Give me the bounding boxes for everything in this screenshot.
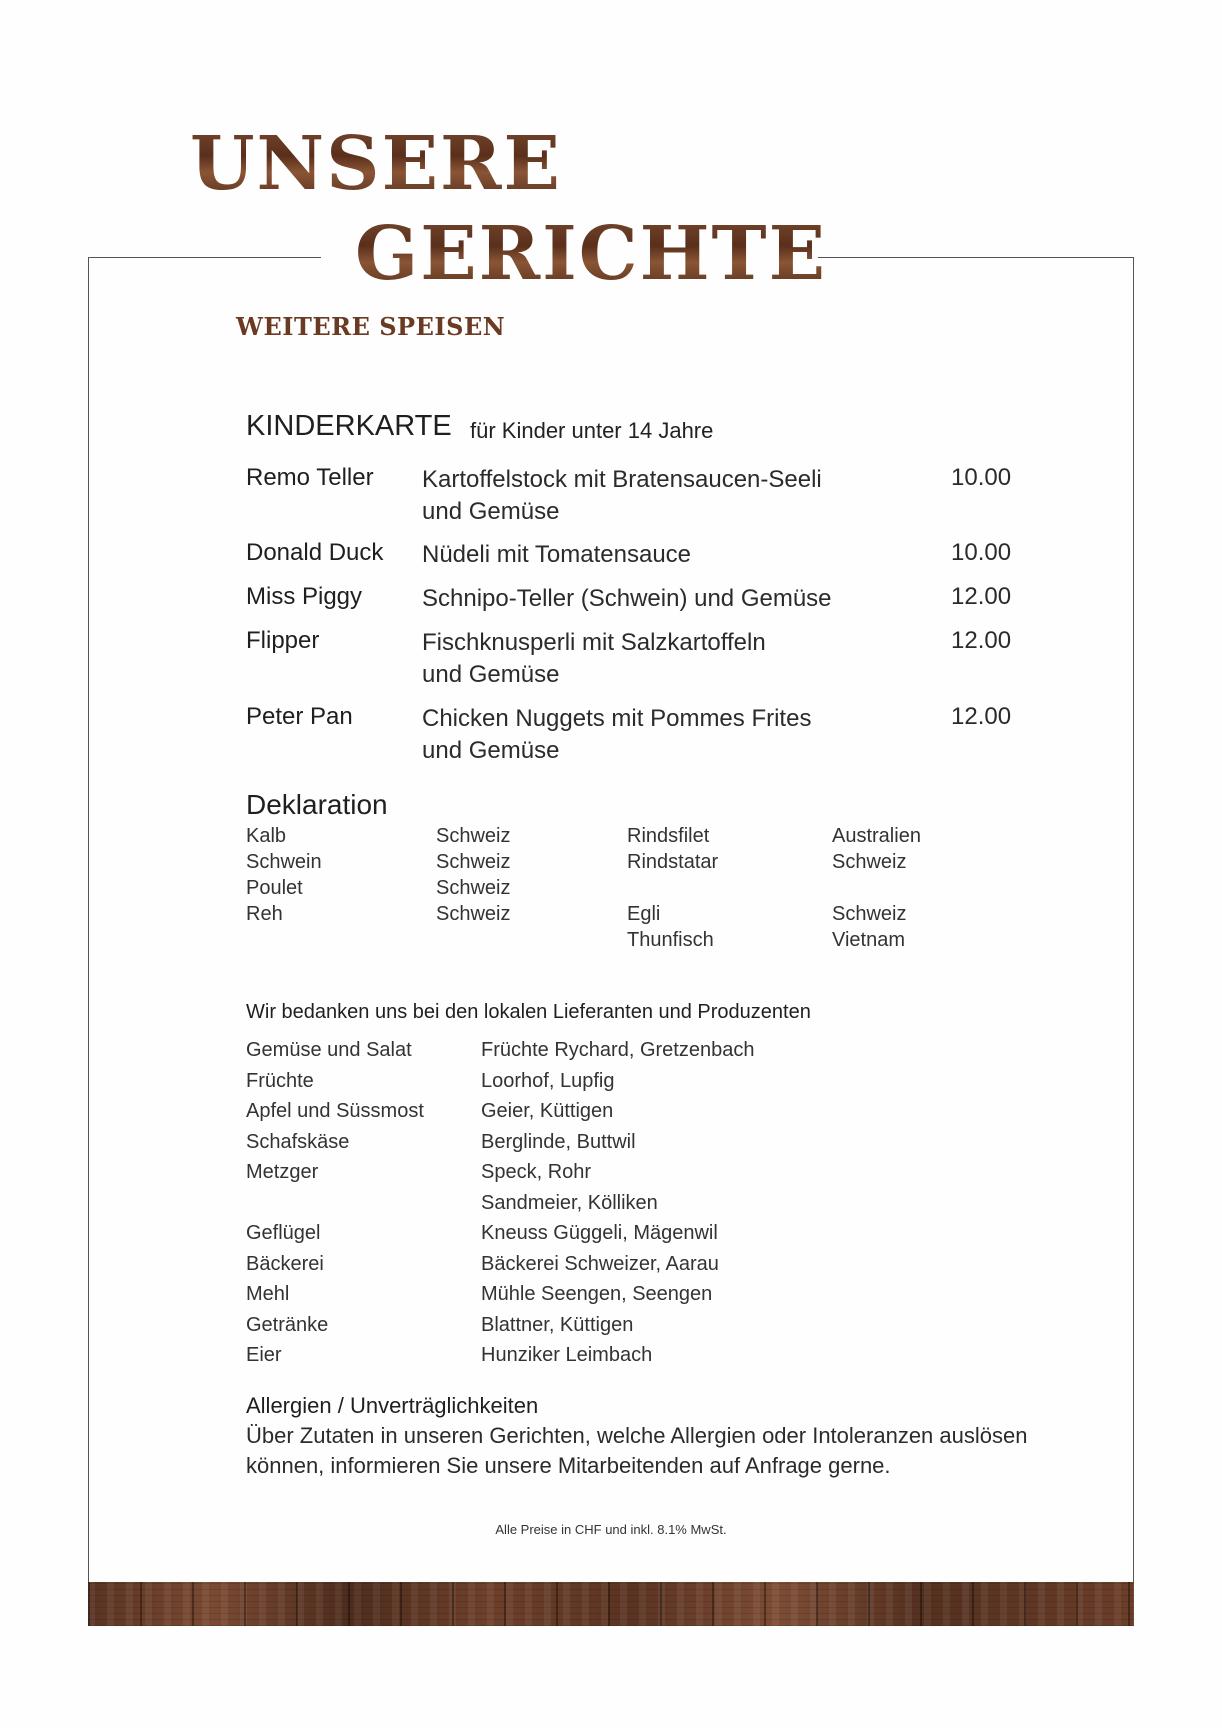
supplier-category: Bäckerei (246, 1253, 324, 1275)
supplier-name: Geier, Küttigen (481, 1100, 614, 1122)
dish-description-line: Chicken Nuggets mit Pommes Frites (422, 705, 812, 732)
deklaration-item: Reh (246, 903, 283, 925)
dish-name: Remo Teller (246, 464, 374, 491)
dish-name: Donald Duck (246, 539, 384, 566)
supplier-category: Eier (246, 1344, 282, 1366)
dish-price: 12.00 (951, 583, 1012, 610)
deklaration-item: Rindsfilet (627, 825, 710, 847)
title-line-2: GERICHTE (355, 211, 827, 297)
kinderkarte-note: für Kinder unter 14 Jahre (470, 418, 714, 443)
lieferanten-heading: Wir bedanken uns bei den lokalen Lieferanten und Produzenten (246, 1001, 811, 1023)
deklaration-origin: Schweiz (832, 903, 907, 925)
dish-price: 12.00 (951, 703, 1012, 730)
dish-price: 12.00 (951, 627, 1012, 654)
deklaration-origin: Schweiz (436, 851, 511, 873)
dish-description (422, 703, 922, 767)
dish-price: 10.00 (951, 539, 1012, 566)
dish-name: Flipper (246, 627, 320, 654)
dish-description-line: und Gemüse (422, 737, 560, 764)
dish-description-line: und Gemüse (422, 661, 560, 688)
page-subtitle: WEITERE SPEISEN (236, 312, 506, 341)
frame-line-top-left (88, 257, 321, 258)
supplier-name: Sandmeier, Kölliken (481, 1192, 658, 1214)
dish-description (422, 464, 922, 528)
deklaration-item: Thunfisch (627, 929, 714, 951)
supplier-category: Apfel und Süssmost (246, 1100, 424, 1122)
deklaration-origin: Schweiz (436, 877, 511, 899)
deklaration-item: Poulet (246, 877, 303, 899)
dish-description-line: Nüdeli mit Tomatensauce (422, 541, 692, 568)
allergien-text-line: Über Zutaten in unseren Gerichten, welche Allergien oder Intoleranzen auslösen (246, 1423, 1028, 1448)
dish-description-line: Kartoffelstock mit Bratensaucen-Seeli (422, 466, 822, 493)
dish-name: Peter Pan (246, 703, 353, 730)
dish-description-line: Fischknusperli mit Salzkartoffeln (422, 629, 766, 656)
deklaration-item: Rindstatar (627, 851, 719, 873)
allergien-heading: Allergien / Unverträglichkeiten (246, 1393, 539, 1418)
dish-description-line: und Gemüse (422, 498, 560, 525)
deklaration-item: Kalb (246, 825, 287, 847)
supplier-category: Mehl (246, 1283, 290, 1305)
price-note: Alle Preise in CHF und inkl. 8.1% MwSt. (495, 1522, 727, 1537)
deklaration-heading: Deklaration (246, 789, 388, 820)
deklaration-item: Egli (627, 903, 661, 925)
supplier-category: Schafskäse (246, 1131, 350, 1153)
dish-price: 10.00 (951, 464, 1012, 491)
supplier-category: Getränke (246, 1314, 329, 1336)
supplier-name: Blattner, Küttigen (481, 1314, 634, 1336)
frame-line-top-right (818, 257, 1134, 258)
deklaration-item: Schwein (246, 851, 322, 873)
allergien-text (246, 1421, 1066, 1481)
supplier-name: Loorhof, Lupfig (481, 1070, 615, 1092)
dish-description-line: Schnipo-Teller (Schwein) und Gemüse (422, 585, 832, 612)
supplier-category: Früchte (246, 1070, 314, 1092)
deklaration-origin: Vietnam (832, 929, 906, 951)
supplier-category: Gemüse und Salat (246, 1039, 412, 1061)
kinderkarte-heading: KINDERKARTE (246, 410, 452, 442)
title-line-1: UNSERE (190, 121, 562, 207)
deklaration-origin: Schweiz (436, 825, 511, 847)
supplier-name: Speck, Rohr (481, 1161, 592, 1183)
wood-banner (88, 1582, 1134, 1626)
frame-line-left (88, 257, 89, 1582)
dish-description (422, 539, 922, 571)
frame-line-right (1133, 257, 1134, 1582)
dish-description (422, 627, 922, 691)
allergien-text-line: können, informieren Sie unsere Mitarbeitenden auf Anfrage gerne. (246, 1453, 891, 1478)
supplier-name: Bäckerei Schweizer, Aarau (481, 1253, 719, 1275)
supplier-name: Früchte Rychard, Gretzenbach (481, 1039, 755, 1061)
supplier-name: Hunziker Leimbach (481, 1344, 653, 1366)
dish-description (422, 583, 922, 615)
deklaration-origin: Australien (832, 825, 921, 847)
deklaration-origin: Schweiz (436, 903, 511, 925)
supplier-name: Mühle Seengen, Seengen (481, 1283, 713, 1305)
supplier-name: Kneuss Güggeli, Mägenwil (481, 1222, 718, 1244)
supplier-name: Berglinde, Buttwil (481, 1131, 636, 1153)
supplier-category: Geflügel (246, 1222, 321, 1244)
dish-name: Miss Piggy (246, 583, 363, 610)
supplier-category: Metzger (246, 1161, 319, 1183)
deklaration-origin: Schweiz (832, 851, 907, 873)
